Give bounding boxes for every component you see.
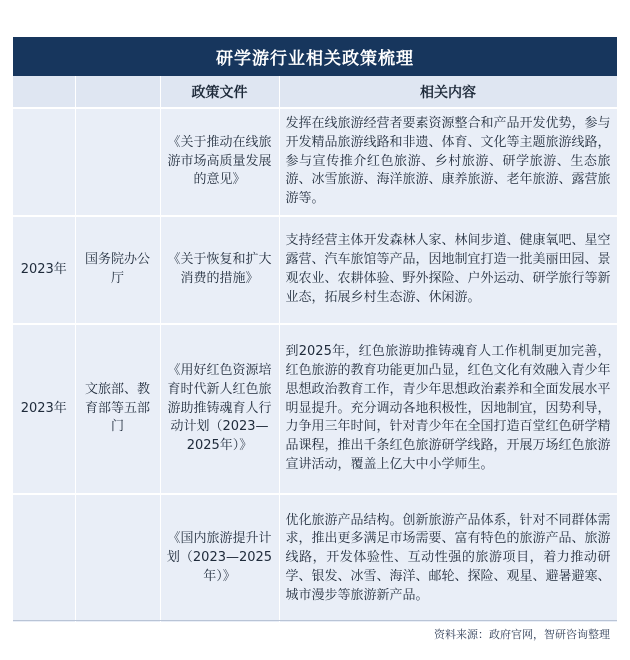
row-year: [13, 494, 75, 622]
row-file: 《用好红色资源培育时代新人红色旅游助推铸魂育人行动计划（2023—2025年）》: [160, 324, 279, 494]
table-row: [13, 216, 617, 324]
row-content: 发挥在线旅游经营者要素资源整合和产品开发优势，参与开发精品旅游线路和非遗、体育、文化等主题旅游线路，参与宣传推介红色旅游、乡村旅游、研学旅游、生态旅游、冰雪旅游、海洋旅游、康养旅游、老年旅游、露营旅游等。: [279, 108, 617, 216]
table-title: 研学游行业相关政策梳理: [13, 37, 617, 76]
row-year: [13, 108, 75, 216]
table-bottom-rule: [13, 620, 617, 621]
table-title-row: [13, 37, 617, 76]
table-row: [13, 108, 617, 216]
header-row: [13, 76, 617, 108]
source-note: 资料来源：政府官网，智研咨询整理: [434, 628, 610, 641]
table-row: [13, 324, 617, 494]
row-dept: 国务院办公厅: [75, 216, 160, 324]
row-file: 《关于恢复和扩大消费的措施》: [160, 216, 279, 324]
row-content: 到2025年，红色旅游助推铸魂育人工作机制更加完善，红色旅游的教育功能更加凸显，红色文化有效融入青少年思想政治教育工作，青少年思想政治素养和全面发展水平明显提升。充分调动各地积极性，因地制宜，因势利导，力争用三年时间，针对青少年在全国打造百堂红色研学精品课程，推出千条红色旅游研学线路，开展万场红色旅游宣讲活动，覆盖上亿大中小学师生。: [279, 324, 617, 494]
row-content: 支持经营主体开发森林人家、林间步道、健康氧吧、星空露营、汽车旅馆等产品，因地制宜打造一批美丽田园、景观农业、农耕体验、野外探险、户外运动、研学旅行等新业态，拓展乡村生态游、休闲游。: [279, 216, 617, 324]
row-year: 2023年: [13, 216, 75, 324]
row-dept: [75, 108, 160, 216]
row-dept: [75, 494, 160, 622]
header-year: [13, 76, 75, 108]
header-dept: [75, 76, 160, 108]
header-file: 政策文件: [160, 76, 279, 108]
policy-table: [13, 37, 618, 622]
header-content: 相关内容: [279, 76, 617, 108]
table-row: [13, 494, 617, 622]
row-year: 2023年: [13, 324, 75, 494]
row-content: 优化旅游产品结构。创新旅游产品体系，针对不同群体需求，推出更多满足市场需要、富有特色的旅游产品、旅游线路，开发体验性、互动性强的旅游项目，着力推动研学、银发、冰雪、海洋、邮轮、探险、观星、避暑避寒、城市漫步等旅游新产品。: [279, 494, 617, 622]
row-file: 《关于推动在线旅游市场高质量发展的意见》: [160, 108, 279, 216]
row-file: 《国内旅游提升计划（2023—2025年）》: [160, 494, 279, 622]
row-dept: 文旅部、教育部等五部门: [75, 324, 160, 494]
